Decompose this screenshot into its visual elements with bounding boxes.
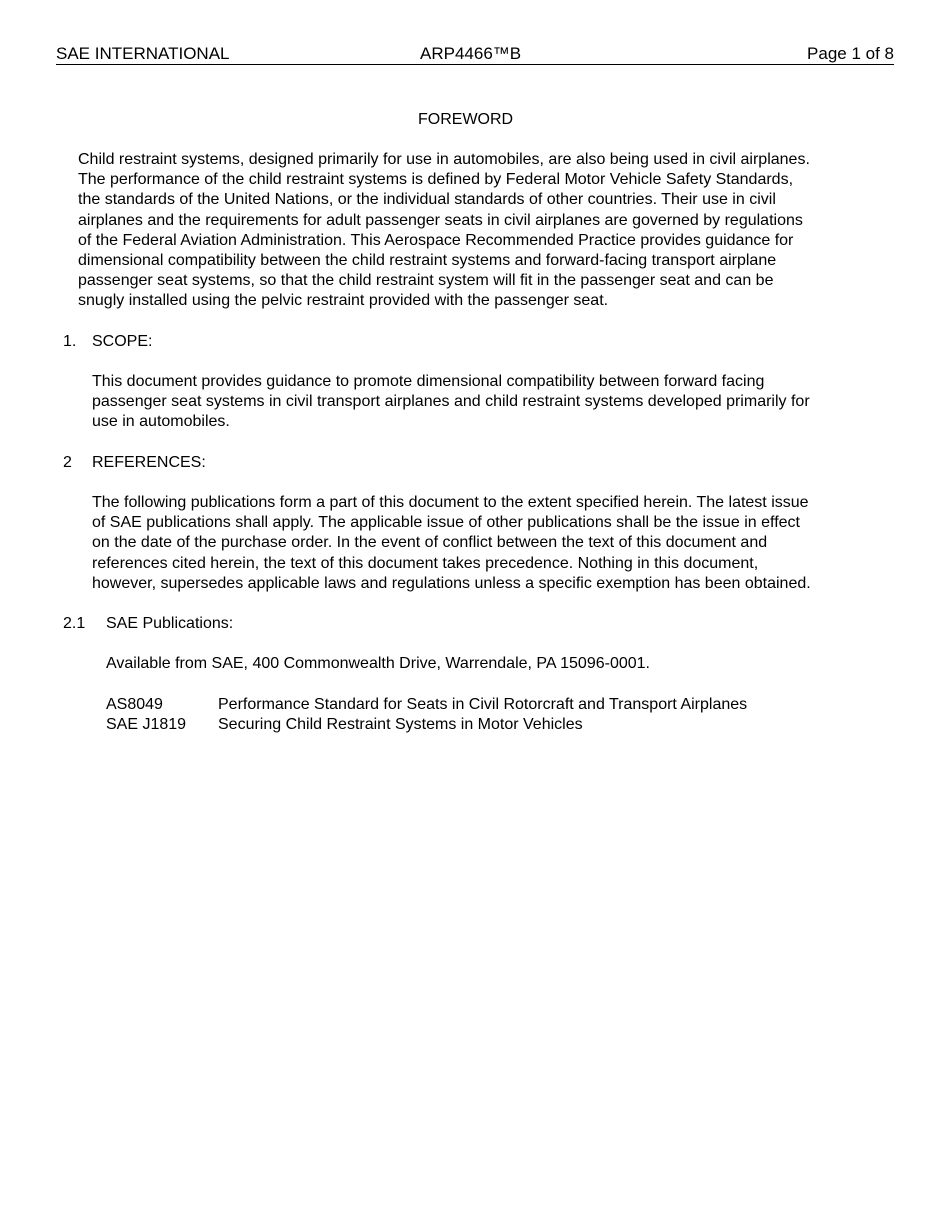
- sae-availability-text: Available from SAE, 400 Commonwealth Drive, Warrendale, PA 15096-0001.: [106, 655, 650, 672]
- header-organization: SAE INTERNATIONAL: [56, 44, 230, 63]
- publication-id: AS8049: [106, 696, 163, 713]
- references-line: The following publications form a part of this document to the extent specified herein. The latest issue: [92, 494, 809, 511]
- publication-description: Securing Child Restraint Systems in Motor Vehicles: [218, 716, 583, 733]
- header-page-number: Page 1 of 8: [807, 44, 894, 63]
- references-line: on the date of the purchase order. In the event of conflict between the text of this document and: [92, 534, 768, 552]
- foreword-line: passenger seat systems, so that the child restraint system will fit in the passenger seat and can be: [78, 272, 774, 290]
- scope-paragraph: [92, 372, 892, 433]
- foreword-line: The performance of the child restraint systems is defined by Federal Motor Vehicle Safety Standards,: [78, 171, 794, 189]
- foreword-line: dimensional compatibility between the child restraint systems and forward-facing transport airplane: [78, 252, 777, 270]
- sae-publications-section-number: 2.1: [63, 615, 86, 632]
- publication-id: SAE J1819: [106, 716, 187, 733]
- references-heading: REFERENCES:: [92, 454, 206, 471]
- references-line: of SAE publications shall apply. The applicable issue of other publications shall be the issue in effect: [92, 514, 800, 532]
- scope-line: passenger seat systems in civil transport airplanes and child restraint systems developed primarily for: [92, 393, 810, 411]
- foreword-line: the standards of the United Nations, or the individual standards of other countries. Their use in civil: [78, 191, 776, 209]
- scope-section-number: 1.: [63, 333, 77, 350]
- foreword-line: Child restraint systems, designed primarily for use in automobiles, are also being used in civil airplanes.: [78, 151, 810, 168]
- foreword-heading: FOREWORD: [418, 111, 514, 128]
- sae-publications-heading: SAE Publications:: [106, 615, 234, 632]
- scope-heading: SCOPE:: [92, 333, 153, 350]
- references-line: however, supersedes applicable laws and regulations unless a specific exemption has been obtained.: [92, 574, 811, 592]
- header-document-number: ARP4466™B: [420, 44, 522, 63]
- foreword-line: snugly installed using the pelvic restraint provided with the passenger seat.: [78, 292, 609, 310]
- foreword-line: airplanes and the requirements for adult passenger seats in civil airplanes are governed by regulations: [78, 211, 803, 229]
- references-section-number: 2: [63, 454, 72, 471]
- foreword-line: of the Federal Aviation Administration. This Aerospace Recommended Practice provides guidance for: [78, 231, 794, 249]
- references-paragraph: [92, 493, 912, 594]
- page-header: [56, 44, 894, 65]
- references-line: references cited herein, the text of this document takes precedence. Nothing in this document,: [92, 554, 759, 572]
- scope-line: use in automobiles.: [92, 413, 230, 431]
- publication-description: Performance Standard for Seats in Civil Rotorcraft and Transport Airplanes: [218, 696, 748, 713]
- scope-line: This document provides guidance to promote dimensional compatibility between forward facing: [92, 373, 765, 390]
- foreword-paragraph: [78, 150, 878, 312]
